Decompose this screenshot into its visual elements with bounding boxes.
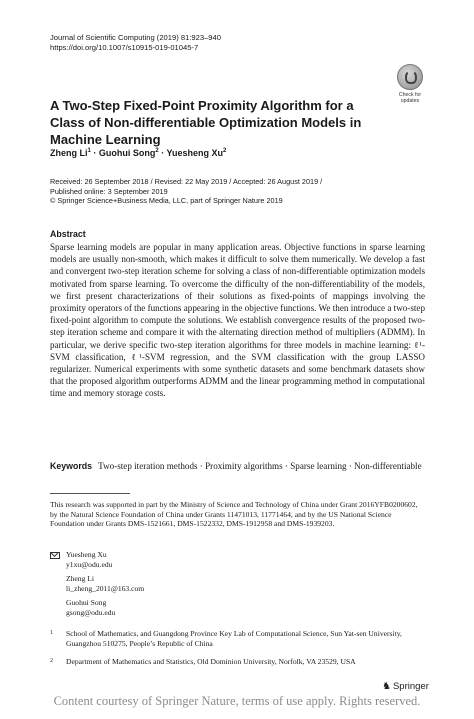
contact-email[interactable]: y1xu@odu.edu: [66, 559, 113, 569]
affiliation: [50, 657, 425, 667]
check-for-updates-badge[interactable]: [393, 64, 427, 110]
funding-note: This research was supported in part by the Ministry of Science and Technology of China under Grant 2016YFB0200602, by the Natural Science Foundation of China under Grants 11471013, 11771464, and by the US National Science Foundation under Grants DMS-1521661, DMS-1522332, DMS-1912958 and DMS-1939203.: [50, 500, 418, 529]
courtesy-notice: Content courtesy of Springer Nature, terms of use apply. Rights reserved.: [53, 694, 421, 708]
keywords-heading: Keywords: [50, 461, 93, 471]
author-affil-mark: 2: [223, 148, 227, 154]
contact-name: Yuesheng Xu: [66, 550, 107, 559]
dates-line: Published online: 3 September 2019: [50, 186, 168, 196]
contact-entry: [50, 550, 144, 569]
affiliation-number: 2: [50, 658, 53, 664]
contact-entry: [50, 574, 144, 593]
affiliation: [50, 629, 425, 648]
contact-list: [50, 550, 144, 623]
author-affil-mark: 2: [155, 148, 159, 154]
footnote-divider: [50, 493, 130, 494]
author-name: Zheng Li: [50, 148, 88, 158]
keywords-block: [50, 460, 425, 472]
author-separator: ·: [158, 148, 167, 158]
affiliation-text: Department of Mathematics and Statistics, Old Dominion University, Norfolk, VA 23529, USA: [66, 657, 356, 666]
abstract-heading: Abstract: [50, 229, 86, 239]
paper-title: A Two-Step Fixed-Point Proximity Algorithm for a Class of Non-differentiable Optimization Models in Machine Learning: [50, 98, 362, 147]
affiliation-number: 1: [50, 630, 53, 636]
journal-header: [50, 33, 221, 53]
author-list: [50, 148, 226, 158]
author-affil-mark: 1: [87, 148, 91, 154]
affiliation-text: School of Mathematics, and Guangdong Province Key Lab of Computational Science, Sun Yat-sen University, Guangzhou 510275, People’s Republic of China: [66, 629, 402, 648]
contact-name: Zheng Li: [66, 574, 95, 584]
dates-line: Received: 26 September 2018 / Revised: 22 May 2019 / Accepted: 26 August 2019 /: [50, 177, 323, 186]
author-name: Guohui Song: [98, 148, 156, 158]
contact-email[interactable]: li_zheng_2011@163.com: [66, 583, 145, 593]
author-separator: ·: [90, 148, 99, 158]
author-name: Yuesheng Xu: [166, 148, 224, 158]
envelope-icon: [50, 552, 60, 559]
check-for-updates-icon: [397, 64, 423, 90]
keywords-text: Two-step iteration methods · Proximity algorithms · Sparse learning · Non-differentiable: [98, 461, 422, 471]
publisher-logo: [382, 681, 429, 692]
doi-link[interactable]: https://doi.org/10.1007/s10915-019-01045-7: [50, 43, 199, 52]
copyright-line: © Springer Science+Business Media, LLC, part of Springer Nature 2019: [50, 196, 283, 205]
publisher-name: Springer: [392, 681, 429, 692]
contact-email[interactable]: gsong@odu.edu: [66, 607, 116, 617]
contact-entry: [50, 598, 144, 617]
contact-name: Guohui Song: [66, 598, 107, 608]
journal-citation: Journal of Scientific Computing (2019) 81:923–940: [50, 33, 221, 42]
springer-horse-icon: ♞: [382, 681, 391, 692]
check-for-updates-label: Check for updates: [398, 92, 422, 104]
abstract-text: Sparse learning models are popular in many application areas. Objective functions in sparse learning models are usually non-smooth, which makes it difficult to solve them numerically. We develop a fast and convergent two-step iteration scheme for solving a class of non-differentiable optimization models motivated from sparse learning. To overcome the difficulty of the non-differentiability of the models, we first present characterizations of their solutions as fixed-points of mappings involving the proximity operators of the functions appearing in the objective functions. We then introduce a two-step fixed-point algorithm to compute the solutions. We establish convergence results of the proposed two-step iteration scheme and compare it with the alternating direction method of multipliers (ADMM). In particular, we derive specific two-step iteration algorithms for three models in machine learning: ℓ¹-SVM classification, ℓ¹-SVM regression, and the SVM classification with the group LASSO regularizer. Numerical experiments with some synthetic datasets and some benchmark datasets show that the proposed algorithm outperforms ADMM and the linear programming method in computational time and memory storage costs.: [50, 242, 425, 399]
publication-dates: [50, 177, 322, 206]
